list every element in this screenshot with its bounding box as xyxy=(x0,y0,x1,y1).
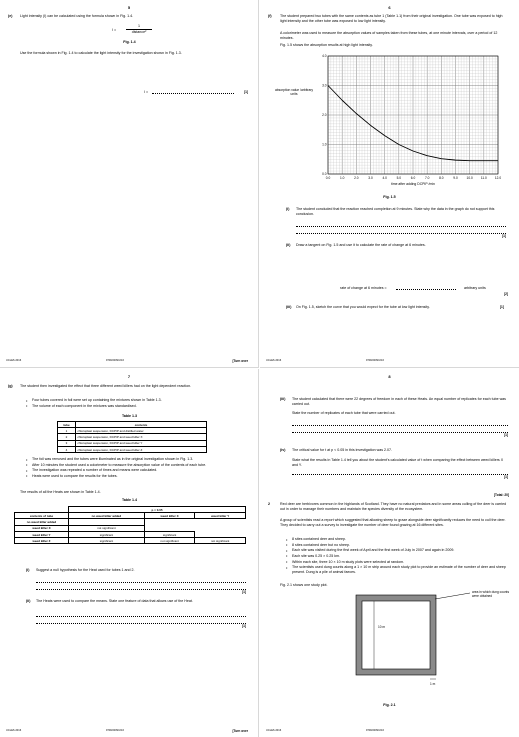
table-header: tube xyxy=(58,422,76,428)
y-tick-label: 4.0 xyxy=(322,54,327,59)
table-super-header: p < 0.05 xyxy=(69,507,246,513)
page-number: 6 xyxy=(388,5,391,10)
footer-copyright: UCLES 2016 xyxy=(266,359,282,362)
mark-allocation: [1] xyxy=(502,234,506,238)
y-tick-label: 3.0 xyxy=(322,83,327,88)
sub-question-text: The student concluded that the reaction reached completion at 9 minutes. State why the data in the graph do not support this conclusion. xyxy=(296,207,495,216)
x-tick-label: 9.0 xyxy=(453,176,458,180)
bullet-item: • Within each site, three 10 × 10 m study plots were selected at random. xyxy=(286,560,508,565)
x-tick-label: 1.0 xyxy=(339,176,345,180)
x-tick-label: 7.0 xyxy=(424,176,430,180)
y-tick-label: 1.0 xyxy=(322,142,327,147)
table-1-3 xyxy=(57,421,207,453)
row-header: no weed killer added xyxy=(15,519,69,525)
answer-lines[interactable] xyxy=(292,419,508,439)
table-cell: chloroplast suspension, DCPIP and weed killer X xyxy=(76,434,207,440)
question-label: (g) xyxy=(8,384,13,388)
exam-page-7 xyxy=(0,369,259,737)
table-label: Table 1.3 xyxy=(121,414,138,418)
answer-line[interactable] xyxy=(36,617,246,624)
x-tick-label: 0.0 xyxy=(325,176,331,180)
bullet-item: • 8 sites contained deer but no sheep. xyxy=(286,543,508,548)
question-intro: Light intensity (I) can be calculated using the formula shown in Fig. 1.4. xyxy=(20,14,134,18)
answer-line-I[interactable] xyxy=(144,90,248,97)
formula-denominator: distance² xyxy=(131,30,147,34)
x-tick-label: 11.0 xyxy=(480,176,487,180)
table-cell: not significant xyxy=(69,525,145,531)
x-tick-label: 6.0 xyxy=(410,176,416,180)
x-tick-label: 3.0 xyxy=(368,176,373,180)
sub-question-label: (i) xyxy=(286,207,290,211)
figure-intro: Fig. 1.5 shows the absorption results at high light intensity. xyxy=(280,43,373,47)
page-number: 8 xyxy=(388,374,391,379)
answer-lines[interactable] xyxy=(36,610,246,630)
table-cell: significant xyxy=(69,531,145,537)
question-intro-2: A group of scientists read a report which suggested that allowing sheep to graze alongside deer significantly reduces the need to cull the deer. They decided to carry out a survey to investigate the number of deer found grazing at 16 different sites. xyxy=(280,518,506,527)
figure-label: Fig. 1.5 xyxy=(383,195,396,199)
mark-allocation: [1] xyxy=(504,433,508,437)
figure-callout: area in which dung counts were obtained xyxy=(472,590,510,599)
footer-paper-code: 9700/23/M/J/16 xyxy=(366,729,384,732)
table-label: Table 1.4 xyxy=(121,498,138,502)
exam-page-6 xyxy=(260,0,519,368)
table-cell: not significant xyxy=(195,538,246,544)
row-header: weed killer Z xyxy=(15,538,69,544)
table-row xyxy=(15,538,246,544)
x-axis-label: time after adding DCPIP /min xyxy=(391,182,435,186)
page-number: 7 xyxy=(127,374,131,379)
answer-dots xyxy=(152,93,234,94)
table-cell: chloroplast suspension, DCPIP and weed killer Y xyxy=(76,440,207,446)
figure-label: Fig. 1.4 xyxy=(123,40,136,44)
row-header: weed killer Y xyxy=(15,531,69,537)
footer-copyright: UCLES 2016 xyxy=(6,359,22,362)
x-tick-label: 12.0 xyxy=(494,176,502,180)
sub-question-label: (ii) xyxy=(286,243,291,247)
mark-allocation: [1] xyxy=(244,90,248,94)
mark-allocation: [1] xyxy=(504,475,508,479)
question-intro: The student then investigated the effect that three different weed killers had on the light dependent reaction. xyxy=(20,384,192,388)
sub-question-label: (i) xyxy=(26,568,30,572)
question-label: (e) xyxy=(8,14,13,18)
table-intro: The results of all the Heats are shown in Table 1.4. xyxy=(20,490,101,494)
dimension-label-10m: 10 m xyxy=(378,625,386,629)
table-header: contents xyxy=(76,422,207,428)
table-cell: 1 xyxy=(58,428,76,434)
sub-question-text: The critical value for t at p < 0.05 in this investigation was 2.07. xyxy=(292,448,392,452)
exam-page-8 xyxy=(260,369,519,737)
bullet-item: • Four tubes covered in foil were set up containing the mixtures shown in Table 1.3. xyxy=(26,398,246,403)
formula xyxy=(112,24,162,38)
answer-unit: arbitrary units xyxy=(464,286,486,290)
sub-question-label: (iii) xyxy=(286,305,292,309)
table-cell: 3 xyxy=(58,440,76,446)
table-cell: chloroplast suspension, DCPIP and weed killer Z xyxy=(76,446,207,452)
turn-over: [Turn over xyxy=(232,729,248,733)
bullet-list-survey xyxy=(286,537,508,576)
sub-question-label: (iii) xyxy=(280,397,286,401)
turn-over: [Turn over xyxy=(232,359,248,363)
dimension-label-1m: 1 m xyxy=(430,682,436,686)
exam-page-5 xyxy=(0,0,259,368)
answer-lines[interactable] xyxy=(292,468,508,481)
x-tick-label: 5.0 xyxy=(396,176,402,180)
mark-allocation: [1] xyxy=(500,305,504,309)
x-tick-label: 10.0 xyxy=(466,176,473,180)
bullet-item: • After 10 minutes the student used a colorimeter to measure the absorption value of the contents of each tube. xyxy=(26,463,248,468)
answer-label: rate of change at 6 minutes = xyxy=(340,286,387,290)
bullet-list-method xyxy=(26,457,248,480)
question-intro: Red deer are herbivores common in the highlands of Scotland. They have no natural predators and in some areas culling of the deer is carried out in order to manage their numbers and maintain the species diversity of the ecosystem. xyxy=(280,502,507,511)
y-axis-label: absorption value /arbitrary units xyxy=(274,88,314,97)
figure-intro: Fig. 2.1 shows one study plot. xyxy=(280,583,328,587)
sub-question-text: Suggest a null hypothesis for the Heat used for tubes 1 and 2. xyxy=(36,568,135,572)
table-header: contents of tube xyxy=(15,513,69,519)
footer-paper-code: 9700/23/M/J/16 xyxy=(106,359,124,362)
table-row xyxy=(58,446,207,452)
sub-question-label: (iv) xyxy=(280,448,286,452)
mark-allocation: [1] xyxy=(242,624,246,628)
answer-line[interactable] xyxy=(292,468,508,475)
mark-allocation: [1] xyxy=(242,590,246,594)
sub-question-text: Draw a tangent on Fig. 1.5 and use it to calculate the rate of change at 6 minutes. xyxy=(296,243,426,247)
table-header: weed killer Y xyxy=(195,513,246,519)
answer-line[interactable] xyxy=(292,426,508,433)
callout-leader-line xyxy=(435,593,470,599)
formula-lhs: I = xyxy=(112,28,117,32)
footer-paper-code: 9700/23/M/J/16 xyxy=(366,359,384,362)
answer-line[interactable] xyxy=(296,227,506,234)
sub-question-text: On Fig. 1.5, sketch the curve that you would expect for the tube at low light intensity. xyxy=(296,305,430,309)
question-label: (f) xyxy=(268,14,272,18)
answer-line[interactable] xyxy=(296,220,506,227)
table-1-4 xyxy=(14,506,246,544)
question-intro: The student prepared two tubes with the same contents as tube 1 (Table 1.1) from their original investigation. One tube was exposed to high light intensity and the other tube was exposed to low light intensity. xyxy=(280,14,503,23)
bullet-item: • The investigation was repeated a number of times and means were calculated. xyxy=(26,468,248,473)
bullet-item: • Each site was 0.25 × 0.25 km. xyxy=(286,554,508,559)
table-header: weed killer X xyxy=(144,513,195,519)
bullet-item: • The scientists used dung counts along a 1 × 10 m strip around each study plot to provide an estimate of the number of deer and sheep present. Dung is a pile of animal faeces. xyxy=(286,565,508,575)
table-cell: 2 xyxy=(58,434,76,440)
formula-numerator: 1 xyxy=(138,24,140,28)
table-cell: significant xyxy=(144,531,195,537)
page-number: 5 xyxy=(127,5,131,10)
answer-line[interactable] xyxy=(36,576,246,583)
mark-allocation: [2] xyxy=(504,292,508,296)
answer-lines[interactable] xyxy=(296,220,506,240)
bullet-item: • 8 sites contained deer and sheep. xyxy=(286,537,508,542)
bullet-item: • Each site was visited during the first week of April and the first week of July in 2007 and again in 2009. xyxy=(286,548,508,553)
table-cell: chloroplast suspension, DCPIP and distilled water xyxy=(76,428,207,434)
table-header: no weed killer added xyxy=(69,513,145,519)
sub-question-label: (ii) xyxy=(26,599,31,603)
table-cell: 4 xyxy=(58,446,76,452)
figure-label: Fig. 2.1 xyxy=(383,703,396,707)
table-cell: not significant xyxy=(144,538,195,544)
question-total: [Total: 20] xyxy=(494,493,509,497)
x-tick-label: 4.0 xyxy=(382,176,387,180)
row-header: weed killer X xyxy=(15,525,69,531)
bullet-item: • Heats were used to compare the results for the tubes. xyxy=(26,474,248,479)
plot-inner-square xyxy=(362,601,430,669)
answer-line[interactable] xyxy=(292,419,508,426)
question-intro-2: A colorimeter was used to measure the absorption values of samples taken from these tubes, at one minute intervals, over a period of 12 minutes. xyxy=(280,31,498,40)
answer-line[interactable] xyxy=(36,583,246,590)
answer-line[interactable] xyxy=(36,610,246,617)
question-task: Use the formula shown in Fig. 1.4 to calculate the light intensity for the investigation shown in Fig. 1.3. xyxy=(20,51,182,55)
answer-label: I = xyxy=(144,90,149,94)
rate-answer-line[interactable] xyxy=(340,286,508,296)
bullet-list-setup xyxy=(26,398,246,409)
table-cell: significant xyxy=(69,538,145,544)
absorption-chart xyxy=(314,52,504,192)
bullet-item: • The volume of each component in the mixtures was standardised. xyxy=(26,404,246,409)
question-number: 2 xyxy=(268,502,270,506)
sub-question-task: State the number of replicates of each tube that were carried out. xyxy=(292,411,396,415)
x-tick-label: 2.0 xyxy=(354,176,359,180)
footer-copyright: UCLES 2016 xyxy=(266,729,282,732)
footer-copyright: UCLES 2016 xyxy=(6,729,22,732)
y-tick-label: 0.0 xyxy=(322,172,327,177)
sub-question-text: The student calculated that there were 22 degrees of freedom in each of these Heats. An equal number of replicates for each tube was carried out. xyxy=(292,397,506,406)
sub-question-task: State what the results in Table 1.4 tell you about the student's calculated value of t when comparing the effect between weed killers X and Y. xyxy=(292,458,504,467)
sub-question-text: The Heats were used to compare the means. State one feature of data that allows use of the Heat. xyxy=(36,599,193,603)
x-tick-label: 8.0 xyxy=(439,176,444,180)
answer-lines[interactable] xyxy=(36,576,246,596)
bullet-item: • The foil was removed and the tubes were illuminated as in the original investigation shown in Fig. 1.3. xyxy=(26,457,248,462)
footer-paper-code: 9700/23/M/J/16 xyxy=(106,729,124,732)
y-tick-label: 2.0 xyxy=(322,113,327,118)
answer-dots xyxy=(396,289,456,290)
